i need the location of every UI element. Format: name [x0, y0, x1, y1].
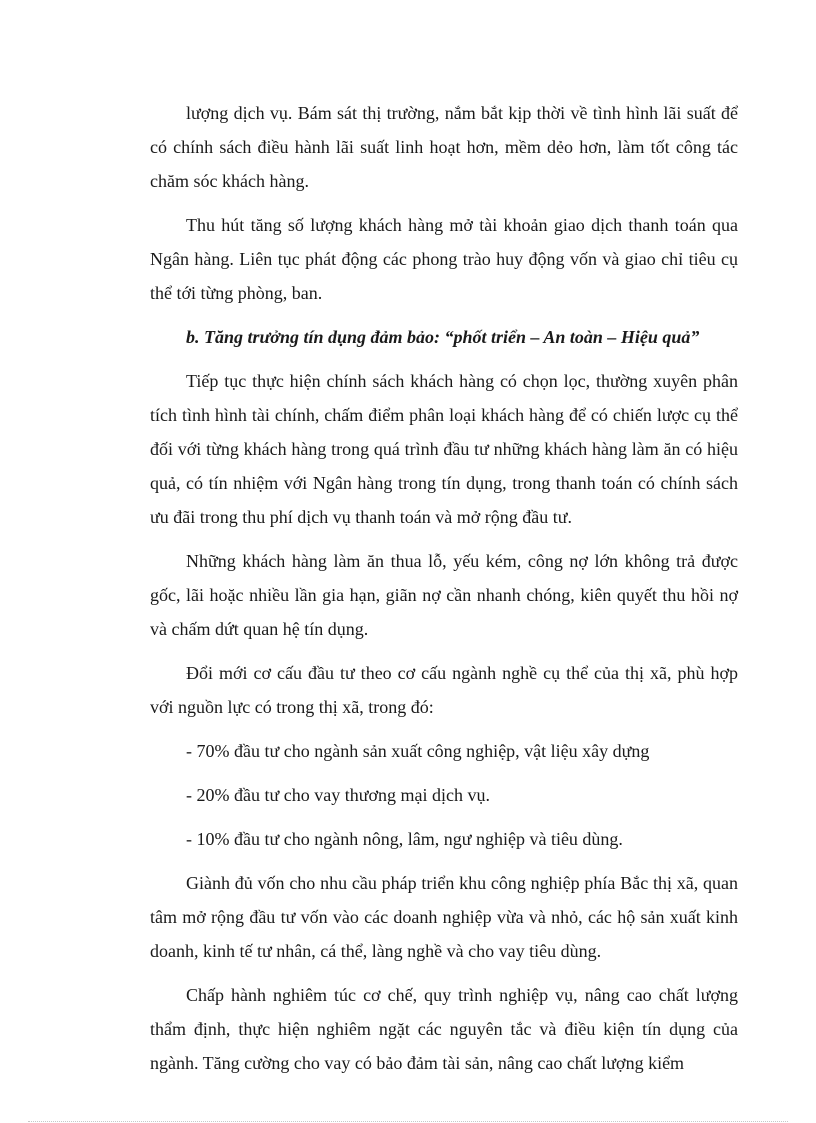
paragraph-service-quality: lượng dịch vụ. Bám sát thị trường, nắm bắt kịp thời về tình hình lãi suất để có chính sách điều hành lãi suất linh hoạt hơn, mềm dẻo hơn, làm tốt công tác chăm sóc khách hàng. [150, 103, 738, 191]
section-heading-credit-growth: b. Tăng trưởng tín dụng đảm bảo: “phốt triển – An toàn – Hiệu quả” [186, 327, 700, 347]
page-bottom-rule [28, 1121, 788, 1122]
paragraph-compliance: Chấp hành nghiêm túc cơ chế, quy trình nghiệp vụ, nâng cao chất lượng thẩm định, thực hiện nghiêm ngặt các nguyên tắc và điều kiện tín dụng của ngành. Tăng cường cho vay có bảo đảm tài sản, nâng cao chất lượng kiểm [150, 985, 738, 1073]
paragraph-attract-customers: Thu hút tăng số lượng khách hàng mở tài khoản giao dịch thanh toán qua Ngân hàng. Liên tục phát động các phong trào huy động vốn và giao chỉ tiêu cụ thể tới từng phòng, ban. [150, 215, 738, 303]
list-item: - 20% đầu tư cho vay thương mại dịch vụ. [186, 785, 490, 805]
list-item: - 10% đầu tư cho ngành nông, lâm, ngư nghiệp và tiêu dùng. [186, 829, 623, 849]
list-item: - 70% đầu tư cho ngành sản xuất công nghiệp, vật liệu xây dựng [186, 741, 650, 761]
paragraph-investment-structure: Đổi mới cơ cấu đầu tư theo cơ cấu ngành nghề cụ thể của thị xã, phù hợp với nguồn lực có trong thị xã, trong đó: [150, 663, 738, 717]
paragraph-capital-allocation: Giành đủ vốn cho nhu cầu pháp triển khu công nghiệp phía Bắc thị xã, quan tâm mở rộng đầu tư vốn vào các doanh nghiệp vừa và nhỏ, các hộ sản xuất kinh doanh, kinh tế tư nhân, cá thể, làng nghề và cho vay tiêu dùng. [150, 873, 738, 961]
paragraph-customer-policy: Tiếp tục thực hiện chính sách khách hàng có chọn lọc, thường xuyên phân tích tình hình tài chính, chấm điểm phân loại khách hàng để có chiến lược cụ thể đối với từng khách hàng trong quá trình đầu tư những khách hàng làm ăn có hiệu quả, có tín nhiệm với Ngân hàng trong tín dụng, trong thanh toán có chính sách ưu đãi trong thu phí dịch vụ thanh toán và mở rộng đầu tư. [150, 371, 738, 527]
document-body [150, 96, 738, 1090]
paragraph-bad-debt: Những khách hàng làm ăn thua lỗ, yếu kém, công nợ lớn không trả được gốc, lãi hoặc nhiều lần gia hạn, giãn nợ cần nhanh chóng, kiên quyết thu hồi nợ và chấm dứt quan hệ tín dụng. [150, 551, 738, 639]
